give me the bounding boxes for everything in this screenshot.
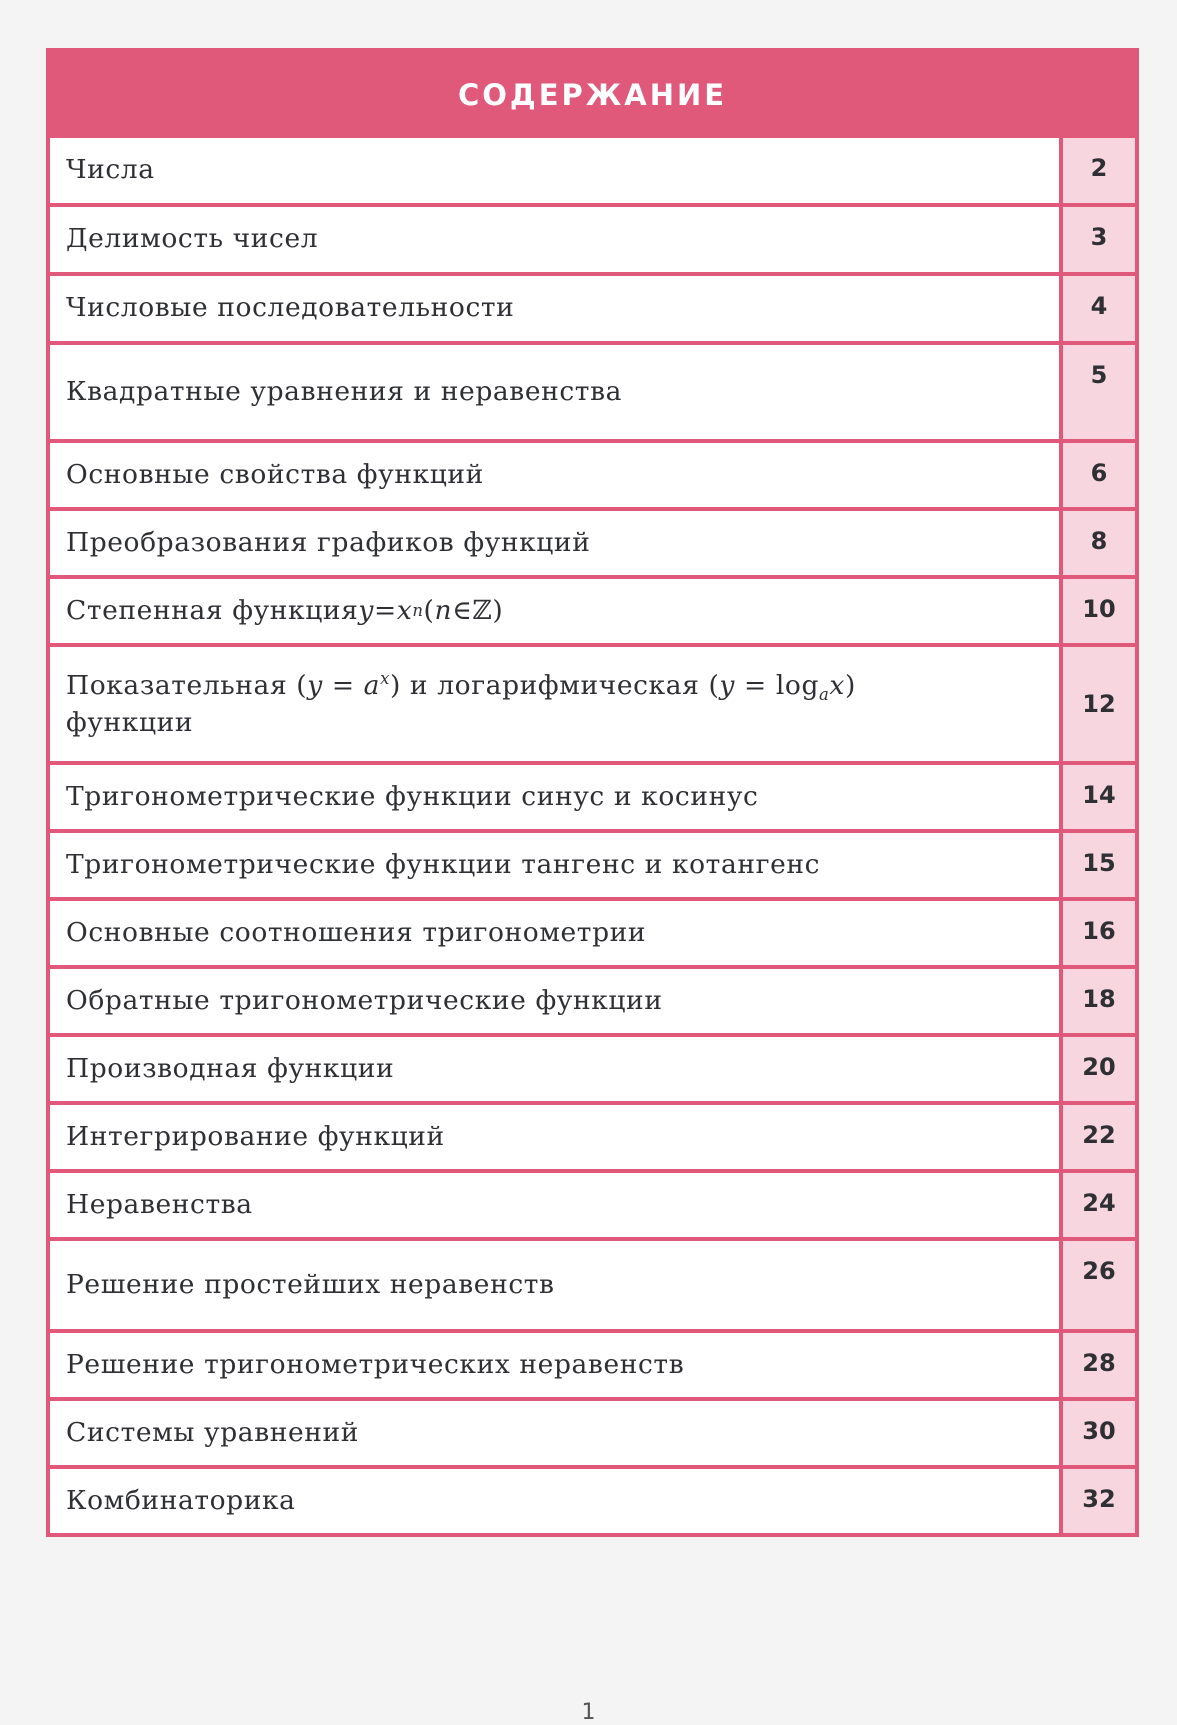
math-op: ) [492,594,504,626]
toc-entry-title: Преобразования графиков функций [66,526,591,558]
toc-row[interactable] [50,1101,1135,1169]
toc-entry-title: Тригонометрические функции тангенс и котангенс [66,848,821,880]
title-text: Степенная функция [66,594,359,626]
math-set: ℤ [472,594,493,626]
toc-entry-page: 10 [1059,579,1135,643]
toc-row[interactable] [50,138,1135,203]
math-exponent: x [380,669,390,689]
toc-row[interactable] [50,575,1135,643]
math-var: y [358,594,374,626]
toc-entry-title: Интегрирование функций [66,1120,445,1152]
toc-row[interactable] [50,761,1135,829]
math-op: = log [734,669,820,701]
title-line-1 [66,668,856,705]
toc-entry-title: Производная функции [66,1052,395,1084]
math-subscript: a [819,685,830,705]
toc-row[interactable] [50,1169,1135,1237]
toc-entry-page: 5 [1059,345,1135,439]
toc-entry-page: 6 [1059,443,1135,507]
toc-entry-page: 8 [1059,511,1135,575]
toc-entry-page: 24 [1059,1173,1135,1237]
toc-header: СОДЕРЖАНИЕ [50,52,1135,138]
title-text: Показательная ( [66,669,308,701]
toc-row[interactable] [50,203,1135,272]
toc-row[interactable] [50,1329,1135,1397]
math-op: ) [844,669,856,701]
toc-entry-title: Числа [66,154,155,186]
toc-entry-page: 30 [1059,1401,1135,1465]
math-op: = [374,594,397,626]
math-exponent: n [412,601,424,621]
math-op: ( [423,594,435,626]
toc-entry-title: Решение простейших неравенств [66,1268,555,1300]
toc-entry-title: Решение тригонометрических неравенств [66,1348,685,1380]
toc-entry-page: 28 [1059,1333,1135,1397]
toc-entry-title: Основные соотношения тригонометрии [66,916,647,948]
math-var: y [719,669,735,701]
toc-entry-title [50,647,1059,761]
math-var: a [363,669,381,701]
toc-entry-title: Системы уравнений [66,1416,360,1448]
toc-entry-page: 22 [1059,1105,1135,1169]
toc-entry-page: 14 [1059,765,1135,829]
math-var: x [396,594,413,626]
toc-entry-title: Делимость чисел [66,223,319,255]
toc-row[interactable] [50,272,1135,341]
toc-entry-title: Комбинаторика [66,1484,296,1516]
toc-row[interactable] [50,439,1135,507]
toc-entry-title: Тригонометрические функции синус и косинус [66,780,759,812]
toc-row[interactable] [50,897,1135,965]
toc-row[interactable] [50,965,1135,1033]
toc-entry-page: 26 [1059,1241,1135,1329]
title-line-2: функции [66,706,194,738]
page-number: 1 [581,1700,596,1725]
math-op: ∈ [452,594,473,626]
toc-entry-title [50,579,1059,643]
toc-row[interactable] [50,1465,1135,1533]
toc-row[interactable] [50,1237,1135,1329]
toc-entry-page: 4 [1059,276,1135,341]
toc-row[interactable] [50,829,1135,897]
toc-row[interactable] [50,1397,1135,1465]
toc-entry-page: 2 [1059,138,1135,203]
toc-row[interactable] [50,341,1135,439]
toc-entry-page: 12 [1059,647,1135,761]
toc-entry-page: 15 [1059,833,1135,897]
toc-entry-page: 3 [1059,207,1135,272]
math-var: x [829,669,845,701]
math-op: = [322,669,364,701]
toc-row[interactable] [50,1033,1135,1101]
toc-entry-title: Неравенства [66,1188,253,1220]
toc-entry-title: Квадратные уравнения и неравенства [66,375,622,407]
toc-entry-page: 18 [1059,969,1135,1033]
table-of-contents [46,48,1139,1537]
toc-entry-title: Обратные тригонометрические функции [66,984,663,1016]
toc-row[interactable] [50,643,1135,761]
toc-row[interactable] [50,507,1135,575]
toc-entry-title: Числовые последовательности [66,292,515,324]
toc-entry-page: 32 [1059,1469,1135,1533]
toc-rows [50,138,1135,1533]
title-text: ) и логарифмическая ( [389,669,720,701]
math-var: n [434,594,453,626]
toc-entry-title: Основные свойства функций [66,458,484,490]
toc-entry-page: 16 [1059,901,1135,965]
toc-entry-page: 20 [1059,1037,1135,1101]
math-var: y [307,669,323,701]
